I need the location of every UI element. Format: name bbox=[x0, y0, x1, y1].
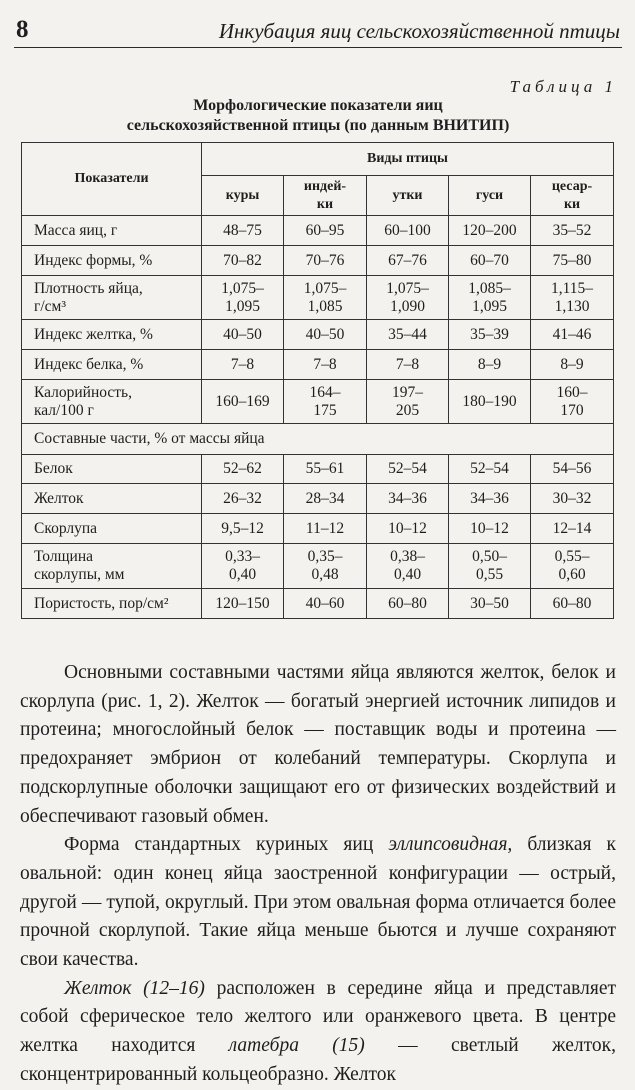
cell-value-line: 1,095 bbox=[472, 297, 507, 315]
table-cell bbox=[202, 350, 284, 380]
cell-value-line: 1,130 bbox=[554, 297, 590, 315]
species-name-line: утки bbox=[392, 187, 423, 203]
row-label-line: Желток bbox=[34, 489, 84, 507]
table-row bbox=[22, 455, 614, 484]
table-section-row bbox=[22, 424, 614, 455]
cell-value-line: 60–80 bbox=[552, 594, 592, 612]
row-label-line: скорлупы, мм bbox=[34, 566, 125, 583]
row-label-line: Скорлупа bbox=[34, 519, 98, 537]
cell-value-line: 75–80 bbox=[552, 251, 592, 269]
cell-value-line: 0,40 bbox=[228, 566, 257, 583]
section-title: Составные части, % от массы яйца bbox=[22, 424, 614, 455]
running-title: Инкубация яиц сельскохозяйственной птицы bbox=[218, 19, 620, 43]
table-cell bbox=[367, 320, 449, 350]
table-row bbox=[22, 216, 614, 246]
table-row bbox=[22, 350, 614, 380]
table-row bbox=[22, 246, 614, 276]
cell-value-line: 30–50 bbox=[470, 594, 509, 612]
table-cell bbox=[449, 216, 531, 246]
cell-value-line: 52–54 bbox=[470, 460, 509, 477]
row-label-line: Пористость, пор/см² bbox=[34, 594, 169, 612]
cell-value-line: 160–169 bbox=[215, 392, 270, 410]
table-row bbox=[22, 380, 614, 424]
table-cell bbox=[284, 484, 367, 514]
header-species-group: Виды птицы bbox=[202, 143, 614, 176]
table-cell bbox=[202, 380, 284, 424]
row-label bbox=[22, 544, 202, 589]
page-number: 8 bbox=[16, 16, 29, 43]
row-label bbox=[22, 514, 202, 544]
paragraph-3-end: — светлый желток, сконцентрированный кольцеобразно. Желток bbox=[20, 1035, 616, 1085]
species-name-line: гуси bbox=[475, 187, 504, 203]
cell-value-line: 175 bbox=[313, 401, 337, 419]
cell-value-line: 1,075– bbox=[386, 279, 429, 297]
paragraph-3-middle: расположен в середине яйца и представляет собой сферическое тело желтого или оранжевого цвета. В центре желтка находится bbox=[20, 977, 616, 1057]
table-cell bbox=[284, 246, 367, 276]
cell-value-line: 35–39 bbox=[470, 325, 509, 343]
cell-value-line: 60–100 bbox=[384, 221, 431, 239]
table-row bbox=[22, 589, 614, 619]
cell-value-line: 120–150 bbox=[215, 594, 270, 612]
table-cell bbox=[449, 455, 531, 484]
table-row bbox=[22, 484, 614, 514]
cell-value-line: 54–56 bbox=[552, 460, 592, 477]
table-cell bbox=[449, 320, 531, 350]
table-cell bbox=[449, 589, 531, 619]
cell-value-line: 8–9 bbox=[477, 355, 502, 373]
header-species-4 bbox=[531, 176, 614, 216]
row-label bbox=[22, 320, 202, 350]
row-label-line: Индекс белка, % bbox=[34, 355, 144, 373]
table-row bbox=[22, 320, 614, 350]
header-species-2 bbox=[367, 176, 449, 216]
table-cell bbox=[449, 246, 531, 276]
header-divider bbox=[14, 47, 622, 48]
row-label-line: Индекс формы, % bbox=[34, 251, 153, 269]
cell-value-line: 0,48 bbox=[311, 566, 339, 583]
cell-value-line: 0,55– bbox=[554, 548, 590, 565]
species-name-line: ки bbox=[563, 196, 581, 212]
table-cell bbox=[284, 455, 367, 484]
body-text bbox=[20, 659, 616, 1090]
cell-value-line: 164– bbox=[309, 383, 341, 401]
cell-value-line: 70–82 bbox=[223, 251, 262, 269]
cell-value-line: 0,55 bbox=[475, 566, 504, 583]
cell-value-line: 40–50 bbox=[223, 325, 262, 343]
table-cell bbox=[202, 589, 284, 619]
table-caption-line-2: сельскохозяйственной птицы (по данным ВНИТИП) bbox=[126, 117, 510, 134]
cell-value-line: 52–54 bbox=[388, 460, 427, 477]
cell-value-line: 52–62 bbox=[223, 460, 262, 477]
paragraph-3 bbox=[20, 975, 616, 1090]
cell-value-line: 41–46 bbox=[552, 325, 592, 343]
cell-value-line: 35–52 bbox=[552, 221, 592, 239]
table-cell bbox=[202, 514, 284, 544]
paragraph-2-italic-term: эллипсовидная, bbox=[388, 834, 513, 856]
table-cell bbox=[202, 276, 284, 320]
cell-value-line: 48–75 bbox=[223, 221, 262, 239]
table-cell bbox=[284, 589, 367, 619]
cell-value-line: 55–61 bbox=[305, 460, 345, 477]
cell-value-line: 12–14 bbox=[552, 519, 592, 537]
cell-value-line: 70–76 bbox=[305, 251, 345, 269]
row-label-line: г/см³ bbox=[34, 297, 66, 315]
table-cell bbox=[367, 246, 449, 276]
row-label bbox=[22, 276, 202, 320]
header-species-3 bbox=[449, 176, 531, 216]
row-label bbox=[22, 589, 202, 619]
table-cell bbox=[202, 544, 284, 589]
cell-value-line: 67–76 bbox=[388, 251, 427, 269]
cell-value-line: 40–50 bbox=[305, 325, 345, 343]
page-header bbox=[14, 14, 620, 44]
paragraph-3-italic-term-yolk: Желток (12–16) bbox=[64, 977, 205, 999]
table-cell bbox=[367, 484, 449, 514]
header-indicators: Показатели bbox=[22, 143, 202, 216]
cell-value-line: 0,50– bbox=[472, 548, 507, 565]
table-cell bbox=[531, 484, 614, 514]
row-label-line: кал/100 г bbox=[34, 401, 94, 419]
cell-value-line: 0,60 bbox=[558, 566, 586, 583]
species-name-line: индей- bbox=[303, 178, 347, 194]
table-row bbox=[22, 544, 614, 589]
table-cell bbox=[531, 320, 614, 350]
cell-value-line: 1,090 bbox=[390, 297, 425, 315]
paragraph-2-rest: близкая к овальной: один конец яйца заостренной конфигурации — острый, другой — тупой, округлый. При этом овальная форма отличается более прочной скорлупой. Такие яйца меньше бьются и лучше сохраняют свои качества. bbox=[20, 834, 616, 971]
cell-value-line: 205 bbox=[395, 401, 420, 419]
row-label bbox=[22, 455, 202, 484]
cell-value-line: 7–8 bbox=[395, 355, 420, 373]
table-cell bbox=[202, 216, 284, 246]
table-row bbox=[22, 276, 614, 320]
table-caption-line-1: Морфологические показатели яиц bbox=[193, 97, 443, 114]
cell-value-line: 1,075– bbox=[303, 279, 347, 297]
row-label bbox=[22, 484, 202, 514]
species-name-line: куры bbox=[225, 187, 260, 203]
cell-value-line: 28–34 bbox=[305, 489, 345, 507]
table-cell bbox=[284, 320, 367, 350]
table-cell bbox=[284, 350, 367, 380]
table-row bbox=[22, 514, 614, 544]
row-label-line: Масса яиц, г bbox=[34, 221, 118, 239]
table-cell bbox=[202, 455, 284, 484]
species-name-line: ки bbox=[316, 196, 334, 212]
cell-value-line: 8–9 bbox=[560, 355, 584, 373]
header-species-0 bbox=[202, 176, 284, 216]
table-cell bbox=[367, 544, 449, 589]
cell-value-line: 60–95 bbox=[305, 221, 345, 239]
cell-value-line: 1,085 bbox=[307, 297, 343, 315]
cell-value-line: 1,095 bbox=[225, 297, 260, 315]
header-species-1 bbox=[284, 176, 367, 216]
cell-value-line: 180–190 bbox=[462, 392, 517, 410]
table-cell bbox=[531, 380, 614, 424]
cell-value-line: 160– bbox=[556, 383, 588, 401]
table-cell bbox=[449, 514, 531, 544]
table-cell bbox=[449, 544, 531, 589]
cell-value-line: 170 bbox=[560, 401, 584, 419]
row-label-line: Толщина bbox=[34, 548, 93, 565]
cell-value-line: 0,38– bbox=[390, 548, 425, 565]
cell-value-line: 30–32 bbox=[552, 489, 592, 507]
table-cell bbox=[531, 514, 614, 544]
species-name-line: цесар- bbox=[551, 178, 593, 194]
cell-value-line: 197– bbox=[392, 383, 423, 401]
table-cell bbox=[531, 589, 614, 619]
cell-value-line: 120–200 bbox=[462, 221, 517, 239]
paragraph-2-start: Форма стандартных куриных яиц bbox=[64, 834, 389, 856]
paragraph-1: Основными составными частями яйца являются желток, белок и скорлупа (рис. 1, 2). Желток — богатый энергией источник липидов и протеина; многослойный белок — поставщик воды и протеина — предохраняет эмбрион от колебаний температуры. Скорлупа и подскорлупные оболочки защищают его от физических воздействий и обеспечивают газовый обмен. bbox=[20, 662, 616, 827]
cell-value-line: 7–8 bbox=[230, 355, 255, 373]
table-cell bbox=[531, 246, 614, 276]
table-cell bbox=[202, 246, 284, 276]
cell-value-line: 34–36 bbox=[470, 489, 509, 507]
cell-value-line: 34–36 bbox=[388, 489, 427, 507]
row-label bbox=[22, 350, 202, 380]
table-cell bbox=[531, 350, 614, 380]
row-label bbox=[22, 216, 202, 246]
table-cell bbox=[449, 380, 531, 424]
cell-value-line: 1,115– bbox=[550, 279, 594, 297]
row-label-line: Калорийность, bbox=[34, 383, 133, 401]
table-cell bbox=[367, 216, 449, 246]
cell-value-line: 1,075– bbox=[221, 279, 264, 297]
cell-value-line: 10–12 bbox=[388, 519, 427, 537]
table-cell bbox=[367, 380, 449, 424]
cell-value-line: 0,35– bbox=[307, 548, 343, 565]
row-label bbox=[22, 246, 202, 276]
row-label bbox=[22, 380, 202, 424]
row-label-line: Плотность яйца, bbox=[34, 279, 143, 297]
paragraph-3-italic-term-latebra: латебра (15) bbox=[228, 1035, 365, 1057]
table-cell bbox=[284, 380, 367, 424]
table-caption bbox=[20, 96, 616, 136]
cell-value-line: 35–44 bbox=[388, 325, 427, 343]
table-cell bbox=[202, 320, 284, 350]
table-cell bbox=[449, 276, 531, 320]
morphology-table bbox=[21, 142, 614, 619]
table-cell bbox=[531, 455, 614, 484]
cell-value-line: 1,085– bbox=[468, 279, 511, 297]
table-number-label: Таблица 1 bbox=[509, 77, 617, 96]
table-cell bbox=[531, 544, 614, 589]
table-cell bbox=[531, 276, 614, 320]
cell-value-line: 10–12 bbox=[470, 519, 509, 537]
cell-value-line: 11–12 bbox=[305, 519, 345, 537]
cell-value-line: 40–60 bbox=[305, 594, 345, 612]
table-cell bbox=[202, 484, 284, 514]
cell-value-line: 9,5–12 bbox=[221, 519, 264, 537]
table-cell bbox=[449, 484, 531, 514]
table-cell bbox=[367, 514, 449, 544]
table-cell bbox=[284, 544, 367, 589]
table-cell bbox=[449, 350, 531, 380]
cell-value-line: 60–80 bbox=[388, 594, 427, 612]
cell-value-line: 7–8 bbox=[313, 355, 337, 373]
table-cell bbox=[367, 589, 449, 619]
cell-value-line: 0,40 bbox=[393, 566, 422, 583]
table-cell bbox=[367, 350, 449, 380]
table-cell bbox=[284, 216, 367, 246]
row-label-line: Индекс желтка, % bbox=[34, 325, 153, 343]
table-cell bbox=[531, 216, 614, 246]
row-label-line: Белок bbox=[34, 460, 73, 477]
paragraph-2 bbox=[20, 831, 616, 975]
table-cell bbox=[367, 455, 449, 484]
table-cell bbox=[284, 276, 367, 320]
table-cell bbox=[367, 276, 449, 320]
table-cell bbox=[284, 514, 367, 544]
cell-value-line: 26–32 bbox=[223, 489, 262, 507]
cell-value-line: 0,33– bbox=[225, 548, 260, 565]
cell-value-line: 60–70 bbox=[470, 251, 509, 269]
